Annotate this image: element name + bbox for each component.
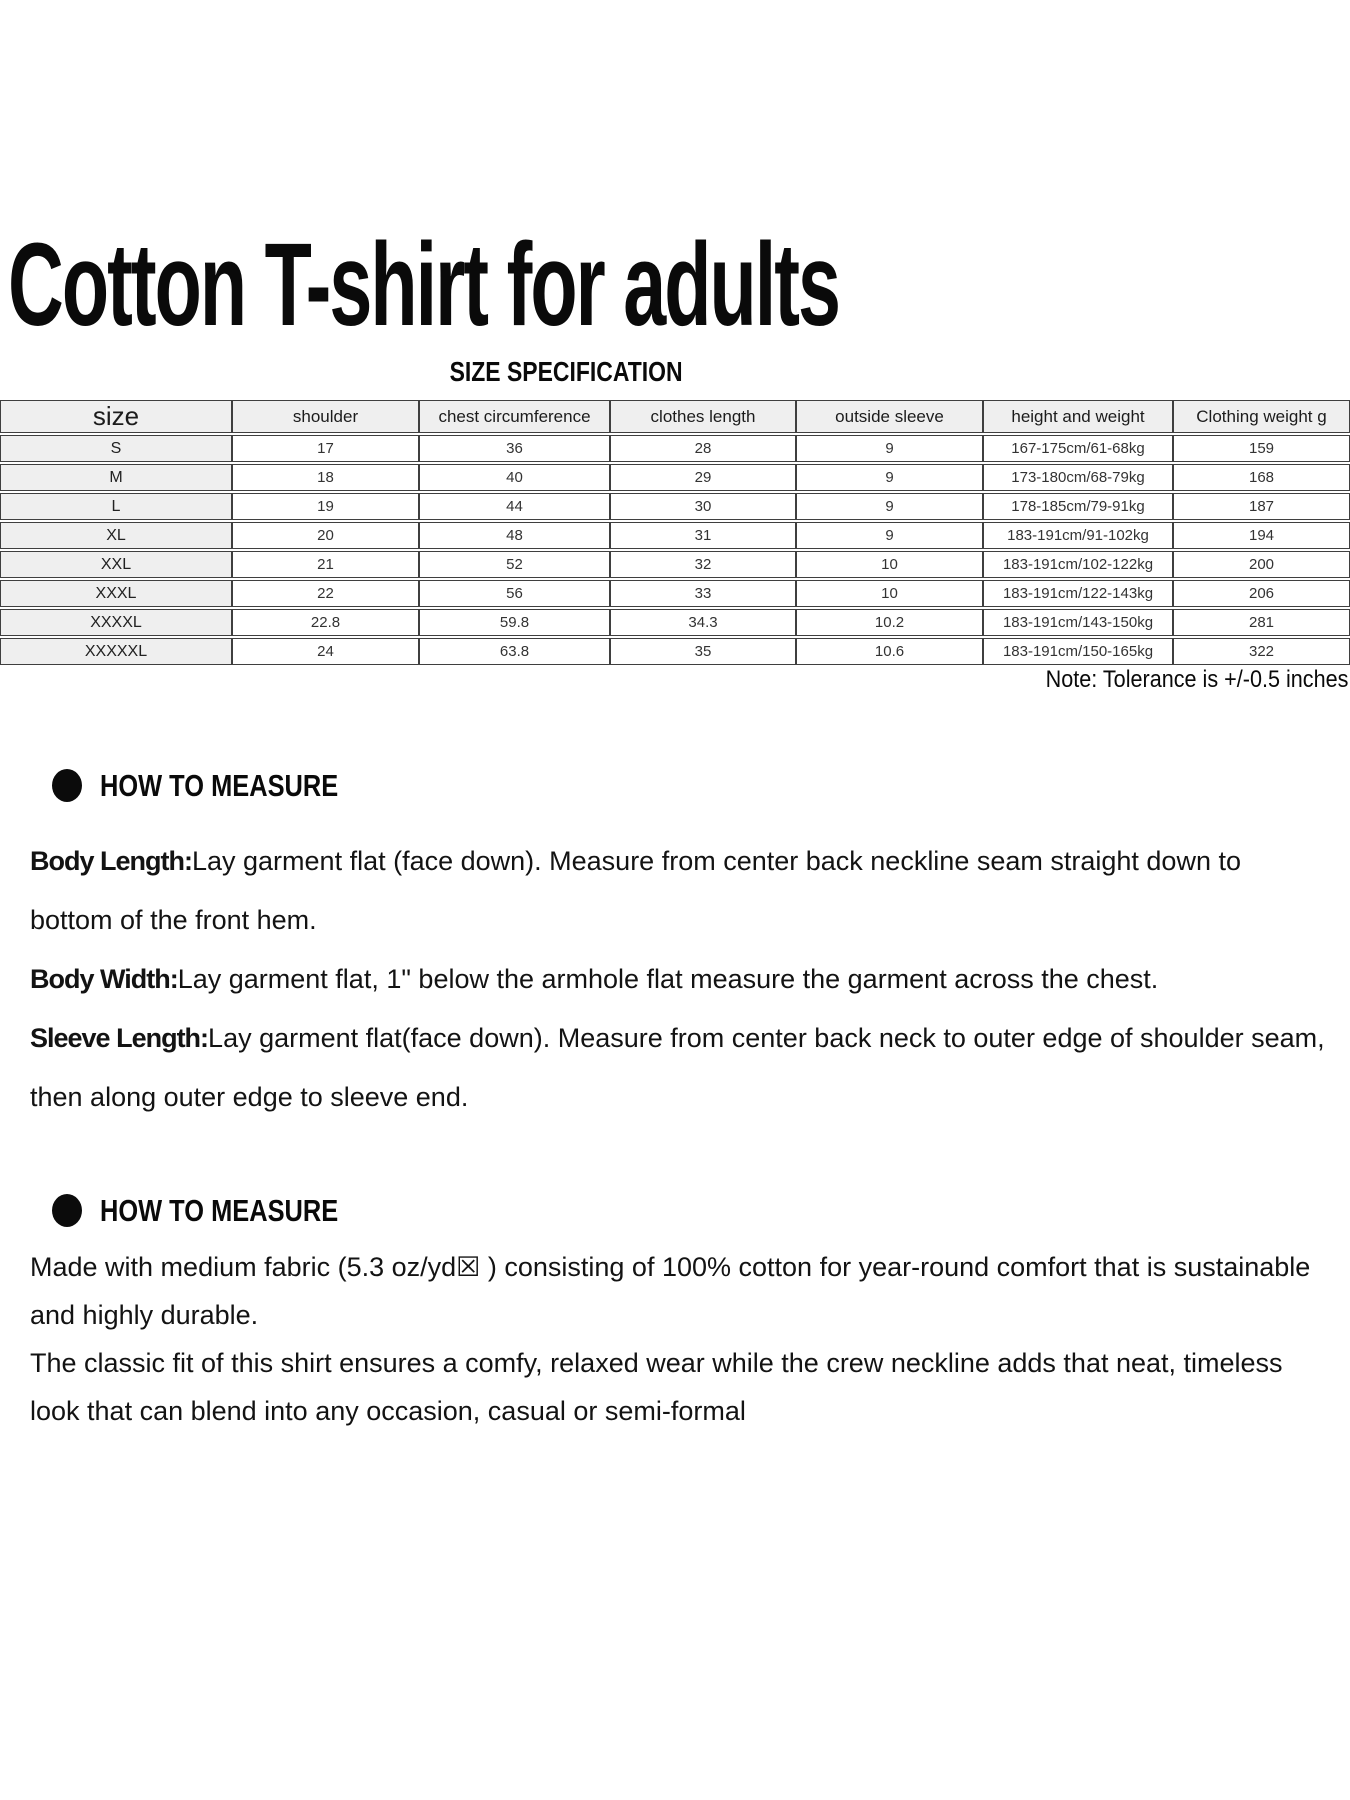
column-header: chest circumference bbox=[419, 400, 610, 433]
value-cell: 22 bbox=[232, 580, 419, 607]
value-cell: 10.2 bbox=[796, 609, 983, 636]
column-header: height and weight bbox=[983, 400, 1173, 433]
how-to-measure-heading-2 bbox=[52, 1194, 391, 1227]
value-cell: 17 bbox=[232, 435, 419, 462]
measure-item-text: Lay garment flat(face down). Measure from center back neck to outer edge of shoulder seam, then along outer edge to sleeve end. bbox=[30, 1023, 1325, 1112]
value-cell: 44 bbox=[419, 493, 610, 520]
value-cell: 159 bbox=[1173, 435, 1350, 462]
value-cell: 32 bbox=[610, 551, 796, 578]
value-cell: 22.8 bbox=[232, 609, 419, 636]
value-cell: 10.6 bbox=[796, 638, 983, 665]
value-cell: 194 bbox=[1173, 522, 1350, 549]
fabric-paragraph: Made with medium fabric (5.3 oz/yd☒ ) consisting of 100% cotton for year-round comfort that is sustainable and highly durable. bbox=[30, 1252, 1311, 1330]
bullet-icon bbox=[52, 1194, 82, 1227]
measure-item-text: Lay garment flat, 1" below the armhole flat measure the garment across the chest. bbox=[177, 964, 1159, 994]
measure-item-sleeve-length bbox=[30, 1009, 1330, 1127]
value-cell: 322 bbox=[1173, 638, 1350, 665]
value-cell: 21 bbox=[232, 551, 419, 578]
value-cell: 10 bbox=[796, 551, 983, 578]
value-cell: 183-191cm/102-122kg bbox=[983, 551, 1173, 578]
table-row bbox=[0, 580, 1350, 607]
value-cell: 34.3 bbox=[610, 609, 796, 636]
value-cell: 24 bbox=[232, 638, 419, 665]
how-to-measure-heading-1-text: HOW TO MEASURE bbox=[100, 767, 339, 803]
column-header: shoulder bbox=[232, 400, 419, 433]
value-cell: 59.8 bbox=[419, 609, 610, 636]
value-cell: 183-191cm/122-143kg bbox=[983, 580, 1173, 607]
value-cell: 48 bbox=[419, 522, 610, 549]
bullet-icon bbox=[52, 769, 82, 802]
value-cell: 9 bbox=[796, 493, 983, 520]
value-cell: 36 bbox=[419, 435, 610, 462]
value-cell: 187 bbox=[1173, 493, 1350, 520]
value-cell: 18 bbox=[232, 464, 419, 491]
value-cell: 183-191cm/91-102kg bbox=[983, 522, 1173, 549]
size-cell: XXXXXL bbox=[0, 638, 232, 665]
column-header: Clothing weight g bbox=[1173, 400, 1350, 433]
size-specification-heading: SIZE SPECIFICATION bbox=[449, 356, 683, 387]
value-cell: 183-191cm/150-165kg bbox=[983, 638, 1173, 665]
measure-instructions bbox=[30, 832, 1330, 1127]
tolerance-note: Note: Tolerance is +/-0.5 inches bbox=[1045, 666, 1348, 693]
size-cell: XXL bbox=[0, 551, 232, 578]
value-cell: 281 bbox=[1173, 609, 1350, 636]
value-cell: 10 bbox=[796, 580, 983, 607]
value-cell: 183-191cm/143-150kg bbox=[983, 609, 1173, 636]
column-header: outside sleeve bbox=[796, 400, 983, 433]
value-cell: 200 bbox=[1173, 551, 1350, 578]
table-row bbox=[0, 464, 1350, 491]
value-cell: 56 bbox=[419, 580, 610, 607]
value-cell: 63.8 bbox=[419, 638, 610, 665]
size-cell: XXXXL bbox=[0, 609, 232, 636]
measure-item-body-length bbox=[30, 832, 1330, 950]
size-cell: L bbox=[0, 493, 232, 520]
size-cell: S bbox=[0, 435, 232, 462]
value-cell: 35 bbox=[610, 638, 796, 665]
value-cell: 9 bbox=[796, 522, 983, 549]
measure-item-label: Body Length: bbox=[30, 846, 192, 876]
tolerance-note-wrap bbox=[548, 666, 1348, 694]
size-cell: XXXL bbox=[0, 580, 232, 607]
page-title: Cotton T-shirt for adults bbox=[8, 219, 840, 351]
table-row bbox=[0, 609, 1350, 636]
measure-item-body-width bbox=[30, 950, 1330, 1009]
value-cell: 178-185cm/79-91kg bbox=[983, 493, 1173, 520]
size-specification-heading-wrap bbox=[0, 356, 1132, 388]
value-cell: 19 bbox=[232, 493, 419, 520]
size-table bbox=[0, 398, 1350, 667]
value-cell: 31 bbox=[610, 522, 796, 549]
value-cell: 173-180cm/68-79kg bbox=[983, 464, 1173, 491]
size-table-header-row bbox=[0, 400, 1350, 433]
how-to-measure-heading-2-text: HOW TO MEASURE bbox=[100, 1192, 339, 1228]
value-cell: 168 bbox=[1173, 464, 1350, 491]
value-cell: 40 bbox=[419, 464, 610, 491]
table-row bbox=[0, 551, 1350, 578]
measure-item-text: Lay garment flat (face down). Measure from center back neckline seam straight down to bottom of the front hem. bbox=[30, 846, 1241, 935]
value-cell: 20 bbox=[232, 522, 419, 549]
how-to-measure-heading-1 bbox=[52, 769, 391, 802]
fabric-description bbox=[30, 1243, 1330, 1435]
value-cell: 29 bbox=[610, 464, 796, 491]
table-row bbox=[0, 638, 1350, 665]
value-cell: 9 bbox=[796, 464, 983, 491]
value-cell: 33 bbox=[610, 580, 796, 607]
table-row bbox=[0, 522, 1350, 549]
table-row bbox=[0, 493, 1350, 520]
value-cell: 52 bbox=[419, 551, 610, 578]
value-cell: 9 bbox=[796, 435, 983, 462]
measure-item-label: Sleeve Length: bbox=[30, 1023, 209, 1053]
column-header: size bbox=[0, 400, 232, 433]
size-table-body bbox=[0, 435, 1350, 665]
measure-item-label: Body Width: bbox=[30, 964, 178, 994]
value-cell: 206 bbox=[1173, 580, 1350, 607]
size-cell: XL bbox=[0, 522, 232, 549]
value-cell: 167-175cm/61-68kg bbox=[983, 435, 1173, 462]
size-cell: M bbox=[0, 464, 232, 491]
fit-paragraph: The classic fit of this shirt ensures a comfy, relaxed wear while the crew neckline adds that neat, timeless look that can blend into any occasion, casual or semi-formal bbox=[30, 1348, 1283, 1426]
table-row bbox=[0, 435, 1350, 462]
column-header: clothes length bbox=[610, 400, 796, 433]
value-cell: 28 bbox=[610, 435, 796, 462]
value-cell: 30 bbox=[610, 493, 796, 520]
